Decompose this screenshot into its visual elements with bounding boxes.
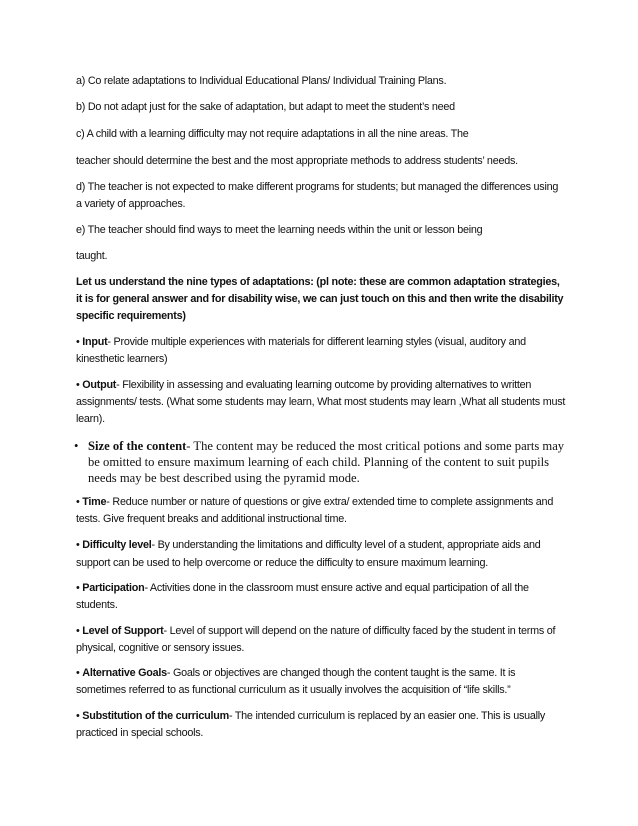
item-e: e) The teacher should find ways to meet the learning needs within the unit or lesson being [76, 224, 483, 236]
bullet-symbol: • [74, 439, 79, 453]
adaptation-substitution [76, 708, 566, 742]
term-level-of-support: Level of Support [82, 625, 164, 637]
desc-substitution: - The intended curriculum is replaced by an easier one. This is usually practiced in special schools. [76, 710, 546, 739]
term-size-of-content: Size of the content [88, 439, 187, 453]
bullet-symbol: • [76, 496, 80, 508]
adaptation-input [76, 334, 566, 368]
desc-level-of-support: - Level of support will depend on the nature of difficulty faced by the student in terms of physical, cognitive or sensory issues. [76, 625, 556, 654]
desc-output: - Flexibility in assessing and evaluating learning outcome by providing alternatives to written assignments/ tests. (What some students may learn, What most students may learn ,What all students must learn). [76, 379, 566, 425]
term-difficulty-level: Difficulty level [82, 539, 152, 551]
section-heading: Let us understand the nine types of adaptations: (pl note: these are common adaptation strategies, it is for general answer and for disability wise, we can just touch on this and then write the disability specific requirements) [76, 276, 564, 322]
desc-size-line-3: needs may be best described using the pyramid mode. [88, 471, 360, 485]
adaptation-difficulty-level-continued: support can be used to help overcome or reduce the difficulty to ensure maximum learning. [76, 557, 489, 569]
desc-participation: - Activities done in the classroom must ensure active and equal participation of all the students. [76, 582, 529, 611]
term-output: Output [82, 379, 117, 391]
bullet-symbol: • [76, 625, 80, 637]
desc-time: - Reduce number or nature of questions or give extra/ extended time to complete assignments and tests. Give frequent breaks and additional instructional time. [76, 496, 554, 525]
term-alternative-goals: Alternative Goals [82, 667, 167, 679]
bullet-symbol: • [76, 336, 80, 348]
desc-alternative-goals: - Goals or objectives are changed though the content taught is the same. It is sometimes referred to as functional curriculum as it usually involves the acquisition of “life skills.” [76, 667, 516, 696]
term-participation: Participation [82, 582, 145, 594]
bullet-symbol: • [76, 539, 80, 551]
bullet-symbol: • [76, 379, 80, 391]
adaptation-size-of-content [74, 438, 568, 486]
term-time: Time [82, 496, 107, 508]
desc-input: - Provide multiple experiences with materials for different learning styles (visual, auditory and kinesthetic learners) [76, 336, 526, 365]
adaptation-time [76, 494, 566, 528]
adaptation-level-of-support [76, 623, 566, 657]
item-b: b) Do not adapt just for the sake of adaptation, but adapt to meet the student’s need [76, 101, 455, 113]
item-c-continued: teacher should determine the best and the most appropriate methods to address students’ needs. [76, 155, 518, 167]
term-input: Input [82, 336, 108, 348]
desc-size-line-1: - The content may be reduced the most critical potions and some parts may [186, 439, 565, 453]
item-c: c) A child with a learning difficulty may not require adaptations in all the nine areas. The [76, 128, 469, 140]
desc-size-line-2: be omitted to ensure maximum learning of each child. Planning of the content to suit pupils [88, 455, 549, 469]
item-a: a) Co relate adaptations to Individual Educational Plans/ Individual Training Plans. [76, 75, 447, 87]
bullet-symbol: • [76, 582, 80, 594]
adaptation-alternative-goals [76, 665, 566, 699]
bullet-symbol: • [76, 710, 80, 722]
adaptation-participation [76, 580, 566, 614]
adaptation-output [76, 377, 566, 428]
desc-difficulty-line-1: - By understanding the limitations and difficulty level of a student, appropriate aids and [151, 539, 541, 551]
bullet-symbol: • [76, 667, 80, 679]
adaptation-difficulty-level [76, 537, 566, 554]
item-d: d) The teacher is not expected to make different programs for students; but managed the differences using a variety of approaches. [76, 181, 559, 210]
term-substitution: Substitution of the curriculum [82, 710, 229, 722]
item-e-continued: taught. [76, 250, 108, 262]
